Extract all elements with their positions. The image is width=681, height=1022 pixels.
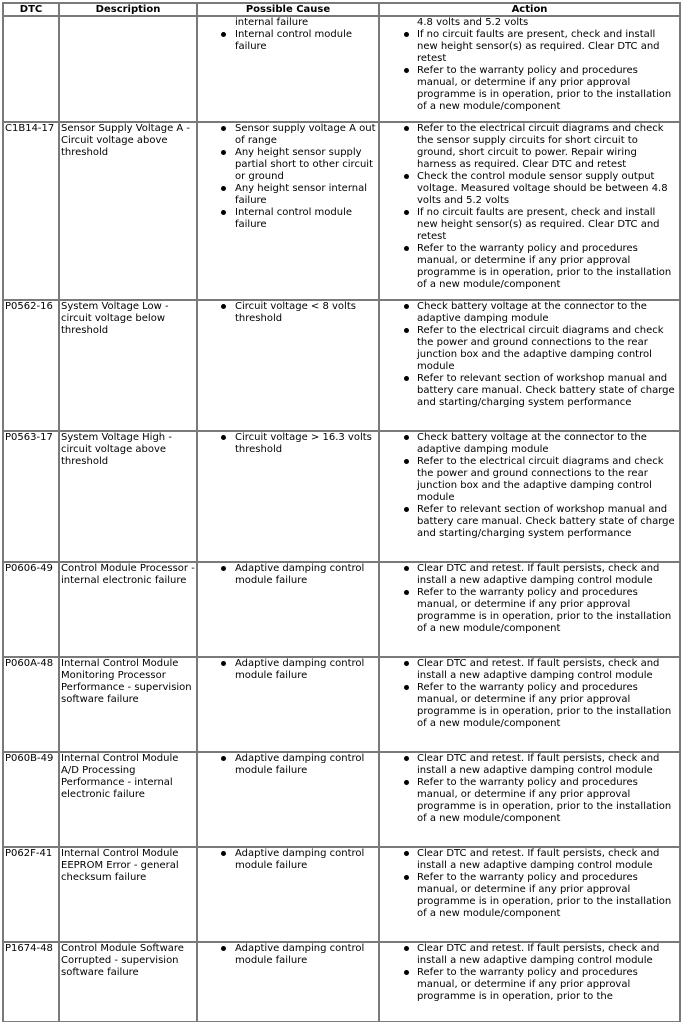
action-list (381, 753, 678, 825)
action-cell (379, 847, 680, 942)
header-action: Action (379, 3, 680, 16)
header-possible-cause: Possible Cause (197, 3, 379, 16)
action-item: Refer to the warranty policy and procedures manual, or determine if any prior approval programme is in operation, prior to the (381, 967, 678, 1003)
cause-list (199, 432, 377, 456)
action-item: Refer to the warranty policy and procedures manual, or determine if any prior approval programme is in operation, prior to the installation of a new module/component (381, 682, 678, 730)
cause-list (199, 123, 377, 231)
action-item: Refer to the warranty policy and procedures manual, or determine if any prior approval programme is in operation, prior to the installation of a new module/component (381, 65, 678, 113)
action-item: Refer to the warranty policy and procedures manual, or determine if any prior approval programme is in operation, prior to the installation of a new module/component (381, 243, 678, 291)
cause-list (199, 848, 377, 872)
action-list (381, 848, 678, 920)
cause-item: Internal control module failure (199, 207, 377, 231)
action-cell (379, 752, 680, 847)
action-item: Clear DTC and retest. If fault persists, check and install a new adaptive damping control module (381, 753, 678, 777)
action-item: Refer to relevant section of workshop manual and battery care manual. Check battery state of charge and starting/charging system performance (381, 373, 678, 409)
action-list (381, 563, 678, 635)
action-item: Clear DTC and retest. If fault persists, check and install a new adaptive damping control module (381, 848, 678, 872)
action-item: If no circuit faults are present, check and install new height sensor(s) as required. Clear DTC and retest (381, 207, 678, 243)
cause-list (199, 301, 377, 325)
dtc-code: P0563-17 (3, 431, 59, 562)
dtc-description: System Voltage High - circuit voltage above threshold (59, 431, 197, 562)
possible-cause-cell (197, 847, 379, 942)
cause-continuation: internal failure (235, 17, 309, 28)
table-body (3, 16, 680, 1022)
action-item: Refer to relevant section of workshop manual and battery care manual. Check battery state of charge and starting/charging system performance (381, 504, 678, 540)
cause-item: Adaptive damping control module failure (199, 753, 377, 777)
action-item: Refer to the warranty policy and procedures manual, or determine if any prior approval programme is in operation, prior to the installation of a new module/component (381, 872, 678, 920)
possible-cause-cell (197, 942, 379, 1022)
action-item: Clear DTC and retest. If fault persists, check and install a new adaptive damping control module (381, 658, 678, 682)
dtc-code: P1674-48 (3, 942, 59, 1022)
cause-list (199, 753, 377, 777)
cause-item: Circuit voltage < 8 volts threshold (199, 301, 377, 325)
action-cell (379, 657, 680, 752)
dtc-code: P060A-48 (3, 657, 59, 752)
table-row (3, 562, 680, 657)
action-cell (379, 431, 680, 562)
cause-item: Any height sensor supply partial short to other circuit or ground (199, 147, 377, 183)
action-cell (379, 562, 680, 657)
possible-cause-cell (197, 16, 379, 122)
dtc-code: P060B-49 (3, 752, 59, 847)
cause-item: Circuit voltage > 16.3 volts threshold (199, 432, 377, 456)
action-item: If no circuit faults are present, check and install new height sensor(s) as required. Clear DTC and retest (381, 29, 678, 65)
action-cell (379, 16, 680, 122)
action-cell (379, 122, 680, 300)
action-item: Check battery voltage at the connector to the adaptive damping module (381, 432, 678, 456)
dtc-code: P062F-41 (3, 847, 59, 942)
dtc-description (59, 16, 197, 122)
header-dtc: DTC (3, 3, 59, 16)
table-row (3, 847, 680, 942)
cause-item: Sensor supply voltage A out of range (199, 123, 377, 147)
cause-item: Internal control module failure (199, 29, 377, 53)
dtc-code: P0606-49 (3, 562, 59, 657)
possible-cause-cell (197, 752, 379, 847)
action-list (381, 943, 678, 1003)
table-header-row (3, 3, 680, 16)
dtc-description: Internal Control Module Monitoring Processor Performance - supervision software failure (59, 657, 197, 752)
cause-list (199, 658, 377, 682)
action-item: Refer to the electrical circuit diagrams and check the sensor supply circuits for short circuit to ground, short circuit to power. Repair wiring harness as required. Clear DTC and retest (381, 123, 678, 171)
cause-list (199, 943, 377, 967)
table-row (3, 122, 680, 300)
action-item: Clear DTC and retest. If fault persists, check and install a new adaptive damping control module (381, 563, 678, 587)
action-list (381, 658, 678, 730)
table-row (3, 431, 680, 562)
table-row (3, 16, 680, 122)
action-item: Clear DTC and retest. If fault persists, check and install a new adaptive damping control module (381, 943, 678, 967)
action-list (381, 123, 678, 291)
dtc-description: Internal Control Module A/D Processing Performance - internal electronic failure (59, 752, 197, 847)
table-row (3, 942, 680, 1022)
dtc-description: System Voltage Low - circuit voltage below threshold (59, 300, 197, 431)
cause-list (199, 563, 377, 587)
dtc-description: Internal Control Module EEPROM Error - general checksum failure (59, 847, 197, 942)
cause-item: Any height sensor internal failure (199, 183, 377, 207)
possible-cause-cell (197, 431, 379, 562)
action-continuation: 4.8 volts and 5.2 volts (417, 17, 529, 28)
dtc-description: Control Module Software Corrupted - supervision software failure (59, 942, 197, 1022)
action-cell (379, 300, 680, 431)
action-item: Check battery voltage at the connector to the adaptive damping module (381, 301, 678, 325)
dtc-code: C1B14-17 (3, 122, 59, 300)
cause-item: Adaptive damping control module failure (199, 658, 377, 682)
action-list (381, 301, 678, 409)
table-row (3, 752, 680, 847)
action-list (381, 432, 678, 540)
action-cell (379, 942, 680, 1022)
action-list (381, 29, 678, 113)
dtc-description: Control Module Processor - internal electronic failure (59, 562, 197, 657)
possible-cause-cell (197, 657, 379, 752)
header-description: Description (59, 3, 197, 16)
action-item: Refer to the warranty policy and procedures manual, or determine if any prior approval programme is in operation, prior to the installation of a new module/component (381, 777, 678, 825)
possible-cause-cell (197, 562, 379, 657)
possible-cause-cell (197, 122, 379, 300)
dtc-description: Sensor Supply Voltage A - Circuit voltage above threshold (59, 122, 197, 300)
action-item: Check the control module sensor supply output voltage. Measured voltage should be between 4.8 volts and 5.2 volts (381, 171, 678, 207)
table-row (3, 300, 680, 431)
action-item: Refer to the electrical circuit diagrams and check the power and ground connections to the rear junction box and the adaptive damping control module (381, 325, 678, 373)
cause-list (199, 29, 377, 53)
cause-item: Adaptive damping control module failure (199, 943, 377, 967)
cause-item: Adaptive damping control module failure (199, 848, 377, 872)
possible-cause-cell (197, 300, 379, 431)
dtc-code: P0562-16 (3, 300, 59, 431)
table-row (3, 657, 680, 752)
action-item: Refer to the electrical circuit diagrams and check the power and ground connections to the rear junction box and the adaptive damping control module (381, 456, 678, 504)
dtc-table (2, 2, 681, 1022)
dtc-code (3, 16, 59, 122)
cause-item: Adaptive damping control module failure (199, 563, 377, 587)
action-item: Refer to the warranty policy and procedures manual, or determine if any prior approval programme is in operation, prior to the installation of a new module/component (381, 587, 678, 635)
